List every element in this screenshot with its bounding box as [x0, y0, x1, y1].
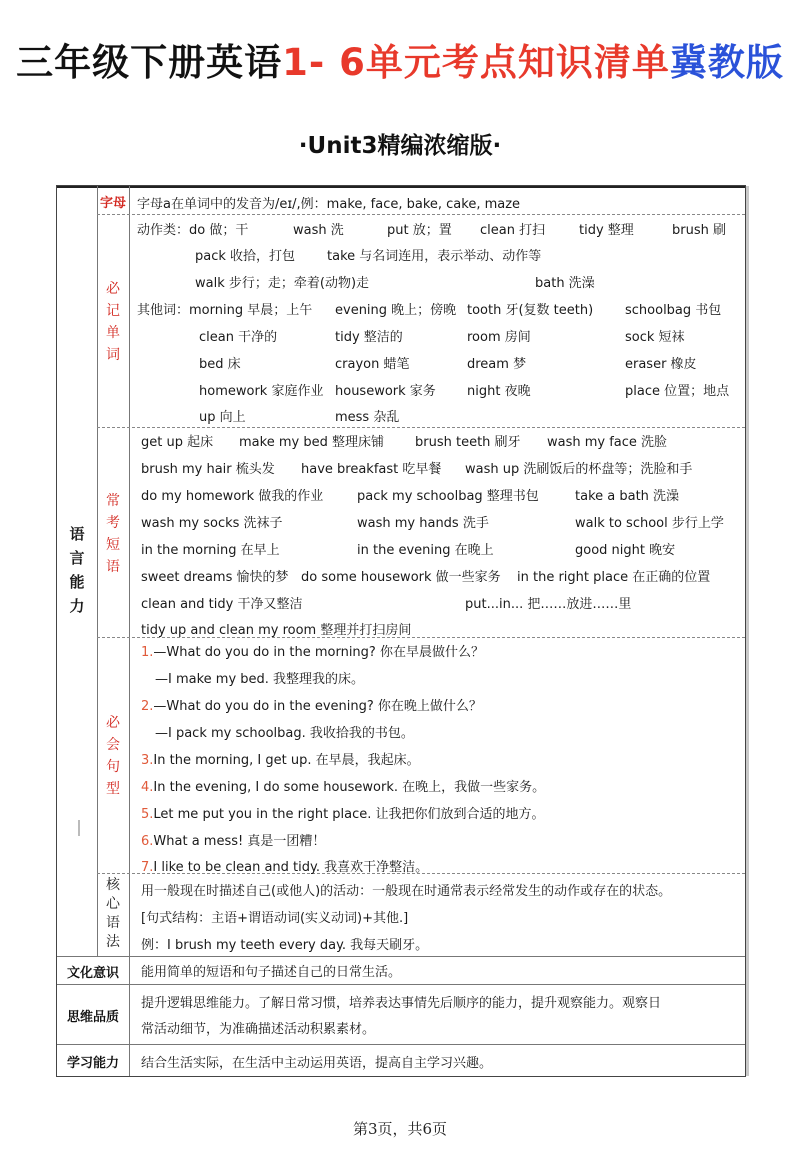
phrase-item: sweet dreams 愉快的梦 [141, 570, 289, 585]
word-item: brush 刷 [672, 223, 726, 238]
phrase-item: brush teeth 刷牙 [415, 435, 521, 450]
word-item: tidy 整洁的 [335, 330, 403, 345]
sentence-item: 3.In the morning, I get up. 在早晨，我起床。 [141, 753, 420, 768]
word-item: bath 洗澡 [535, 276, 595, 291]
phrase-item: take a bath 洗澡 [575, 489, 680, 504]
phrase-item: get up 起床 [141, 435, 214, 450]
word-item: 其他词：morning 早晨；上午 [137, 303, 313, 318]
page-title [0, 32, 800, 86]
learning-label: 学习能力 [66, 1056, 119, 1071]
section-letters-label: 字母 [99, 196, 126, 211]
phrase-item: have breakfast 吃早餐 [301, 462, 442, 477]
scan-mark [78, 820, 80, 836]
phrase-item: tidy up and clean my room 整理并打扫房间 [141, 623, 412, 638]
phrase-item: put...in... 把……放进……里 [465, 597, 632, 612]
word-item: mess 杂乱 [335, 410, 400, 425]
word-item: put 放；置 [387, 223, 452, 238]
section-grammar-label: 核 心 语 法 [106, 877, 120, 950]
word-item: clean 打扫 [480, 223, 546, 238]
word-item: place 位置；地点 [625, 384, 730, 399]
phrase-item: pack my schoolbag 整理书包 [357, 489, 539, 504]
page-number: 第3页，共6页 [352, 1120, 448, 1138]
title-part-1: 三年级下册英语 [16, 41, 283, 84]
word-item: homework 家庭作业 [199, 384, 324, 399]
sentence-item: 5.Let me put you in the right place. 让我把你们放到合适的地方。 [141, 807, 545, 822]
phrase-item: in the evening 在晚上 [357, 543, 494, 558]
phrase-item: wash up 洗刷饭后的杯盘等；洗脸和手 [465, 462, 693, 477]
word-item: pack 收拾，打包 [195, 249, 296, 264]
phrase-item: in the right place 在正确的位置 [517, 570, 711, 585]
title-part-2: 1- 6单元考点知识清单 [282, 41, 670, 84]
culture-content: 能用简单的短语和句子描述自己的日常生活。 [141, 965, 402, 980]
knowledge-table [56, 185, 746, 1077]
word-item: room 房间 [467, 330, 531, 345]
letters-content: 字母a在单词中的发音为/eɪ/,例：make, face, bake, cake, maze [137, 197, 521, 212]
section-sentences-label: 必 会 句 型 [106, 715, 120, 797]
word-item: take 与名词连用，表示举动、动作等 [327, 249, 542, 264]
grammar-line: 例：I brush my teeth every day. 我每天刷牙。 [141, 938, 429, 953]
word-item: tooth 牙(复数 teeth) [467, 303, 594, 318]
phrase-item: in the morning 在早上 [141, 543, 280, 558]
word-item: schoolbag 书包 [625, 303, 722, 318]
thinking-label: 思维品质 [66, 1010, 119, 1025]
word-item: up 向上 [199, 410, 246, 425]
word-item: bed 床 [199, 357, 241, 372]
sentence-item: 6.What a mess! 真是一团糟！ [141, 834, 326, 849]
phrase-item: wash my socks 洗袜子 [141, 516, 283, 531]
phrase-item: good night 晚安 [575, 543, 676, 558]
phrase-item: wash my face 洗脸 [547, 435, 668, 450]
word-item: eraser 橡皮 [625, 357, 697, 372]
word-item: evening 晚上；傍晚 [335, 303, 457, 318]
category-language-ability: 语 言 能 力 [69, 525, 85, 615]
phrase-item: clean and tidy 干净又整洁 [141, 597, 303, 612]
sentence-item: 2.—What do you do in the evening? 你在晚上做什么？ [141, 699, 482, 714]
sentence-item: —I pack my schoolbag. 我收拾我的书包。 [155, 726, 414, 741]
phrase-item: do some housework 做一些家务 [301, 570, 501, 585]
grammar-line: [句式结构：主语+谓语动词(实义动词)+其他.] [141, 911, 409, 926]
word-item: 动作类：do 做；干 [137, 223, 249, 238]
word-item: dream 梦 [467, 357, 527, 372]
word-item: wash 洗 [293, 223, 344, 238]
thinking-line: 提升逻辑思维能力。了解日常习惯，培养表达事情先后顺序的能力，提升观察能力。观察日 [141, 996, 662, 1011]
grammar-line: 用一般现在时描述自己(或他人)的活动：一般现在时通常表示经常发生的动作或存在的状态。 [141, 884, 672, 899]
word-item: sock 短袜 [625, 330, 685, 345]
sentence-item: —I make my bed. 我整理我的床。 [155, 672, 365, 687]
word-item: crayon 蜡笔 [335, 357, 410, 372]
sentence-item: 1.—What do you do in the morning? 你在早晨做什么？ [141, 645, 484, 660]
sentence-item: 4.In the evening, I do some housework. 在晚上，我做一些家务。 [141, 780, 546, 795]
phrase-item: brush my hair 梳头发 [141, 462, 275, 477]
phrase-item: do my homework 做我的作业 [141, 489, 324, 504]
phrase-item: walk to school 步行上学 [575, 516, 724, 531]
word-item: housework 家务 [335, 384, 436, 399]
thinking-line: 常活动细节，为准确描述活动积累素材。 [141, 1022, 376, 1037]
word-item: night 夜晚 [467, 384, 531, 399]
sentence-item: 7.I like to be clean and tidy. 我喜欢干净整洁。 [141, 860, 429, 875]
section-phrases-label: 常 考 短 语 [106, 493, 120, 575]
title-part-3: 冀教版 [669, 41, 784, 84]
word-item: tidy 整理 [579, 223, 634, 238]
word-item: walk 步行；走；牵着(动物)走 [195, 276, 370, 291]
phrase-item: wash my hands 洗手 [357, 516, 489, 531]
unit-subtitle: ·Unit3精编浓缩版· [298, 133, 502, 159]
phrase-item: make my bed 整理床铺 [239, 435, 384, 450]
section-words-label: 必 记 单 词 [106, 281, 120, 363]
learning-content: 结合生活实际，在生活中主动运用英语，提高自主学习兴趣。 [141, 1056, 493, 1071]
culture-label: 文化意识 [66, 966, 119, 981]
word-item: clean 干净的 [199, 330, 278, 345]
